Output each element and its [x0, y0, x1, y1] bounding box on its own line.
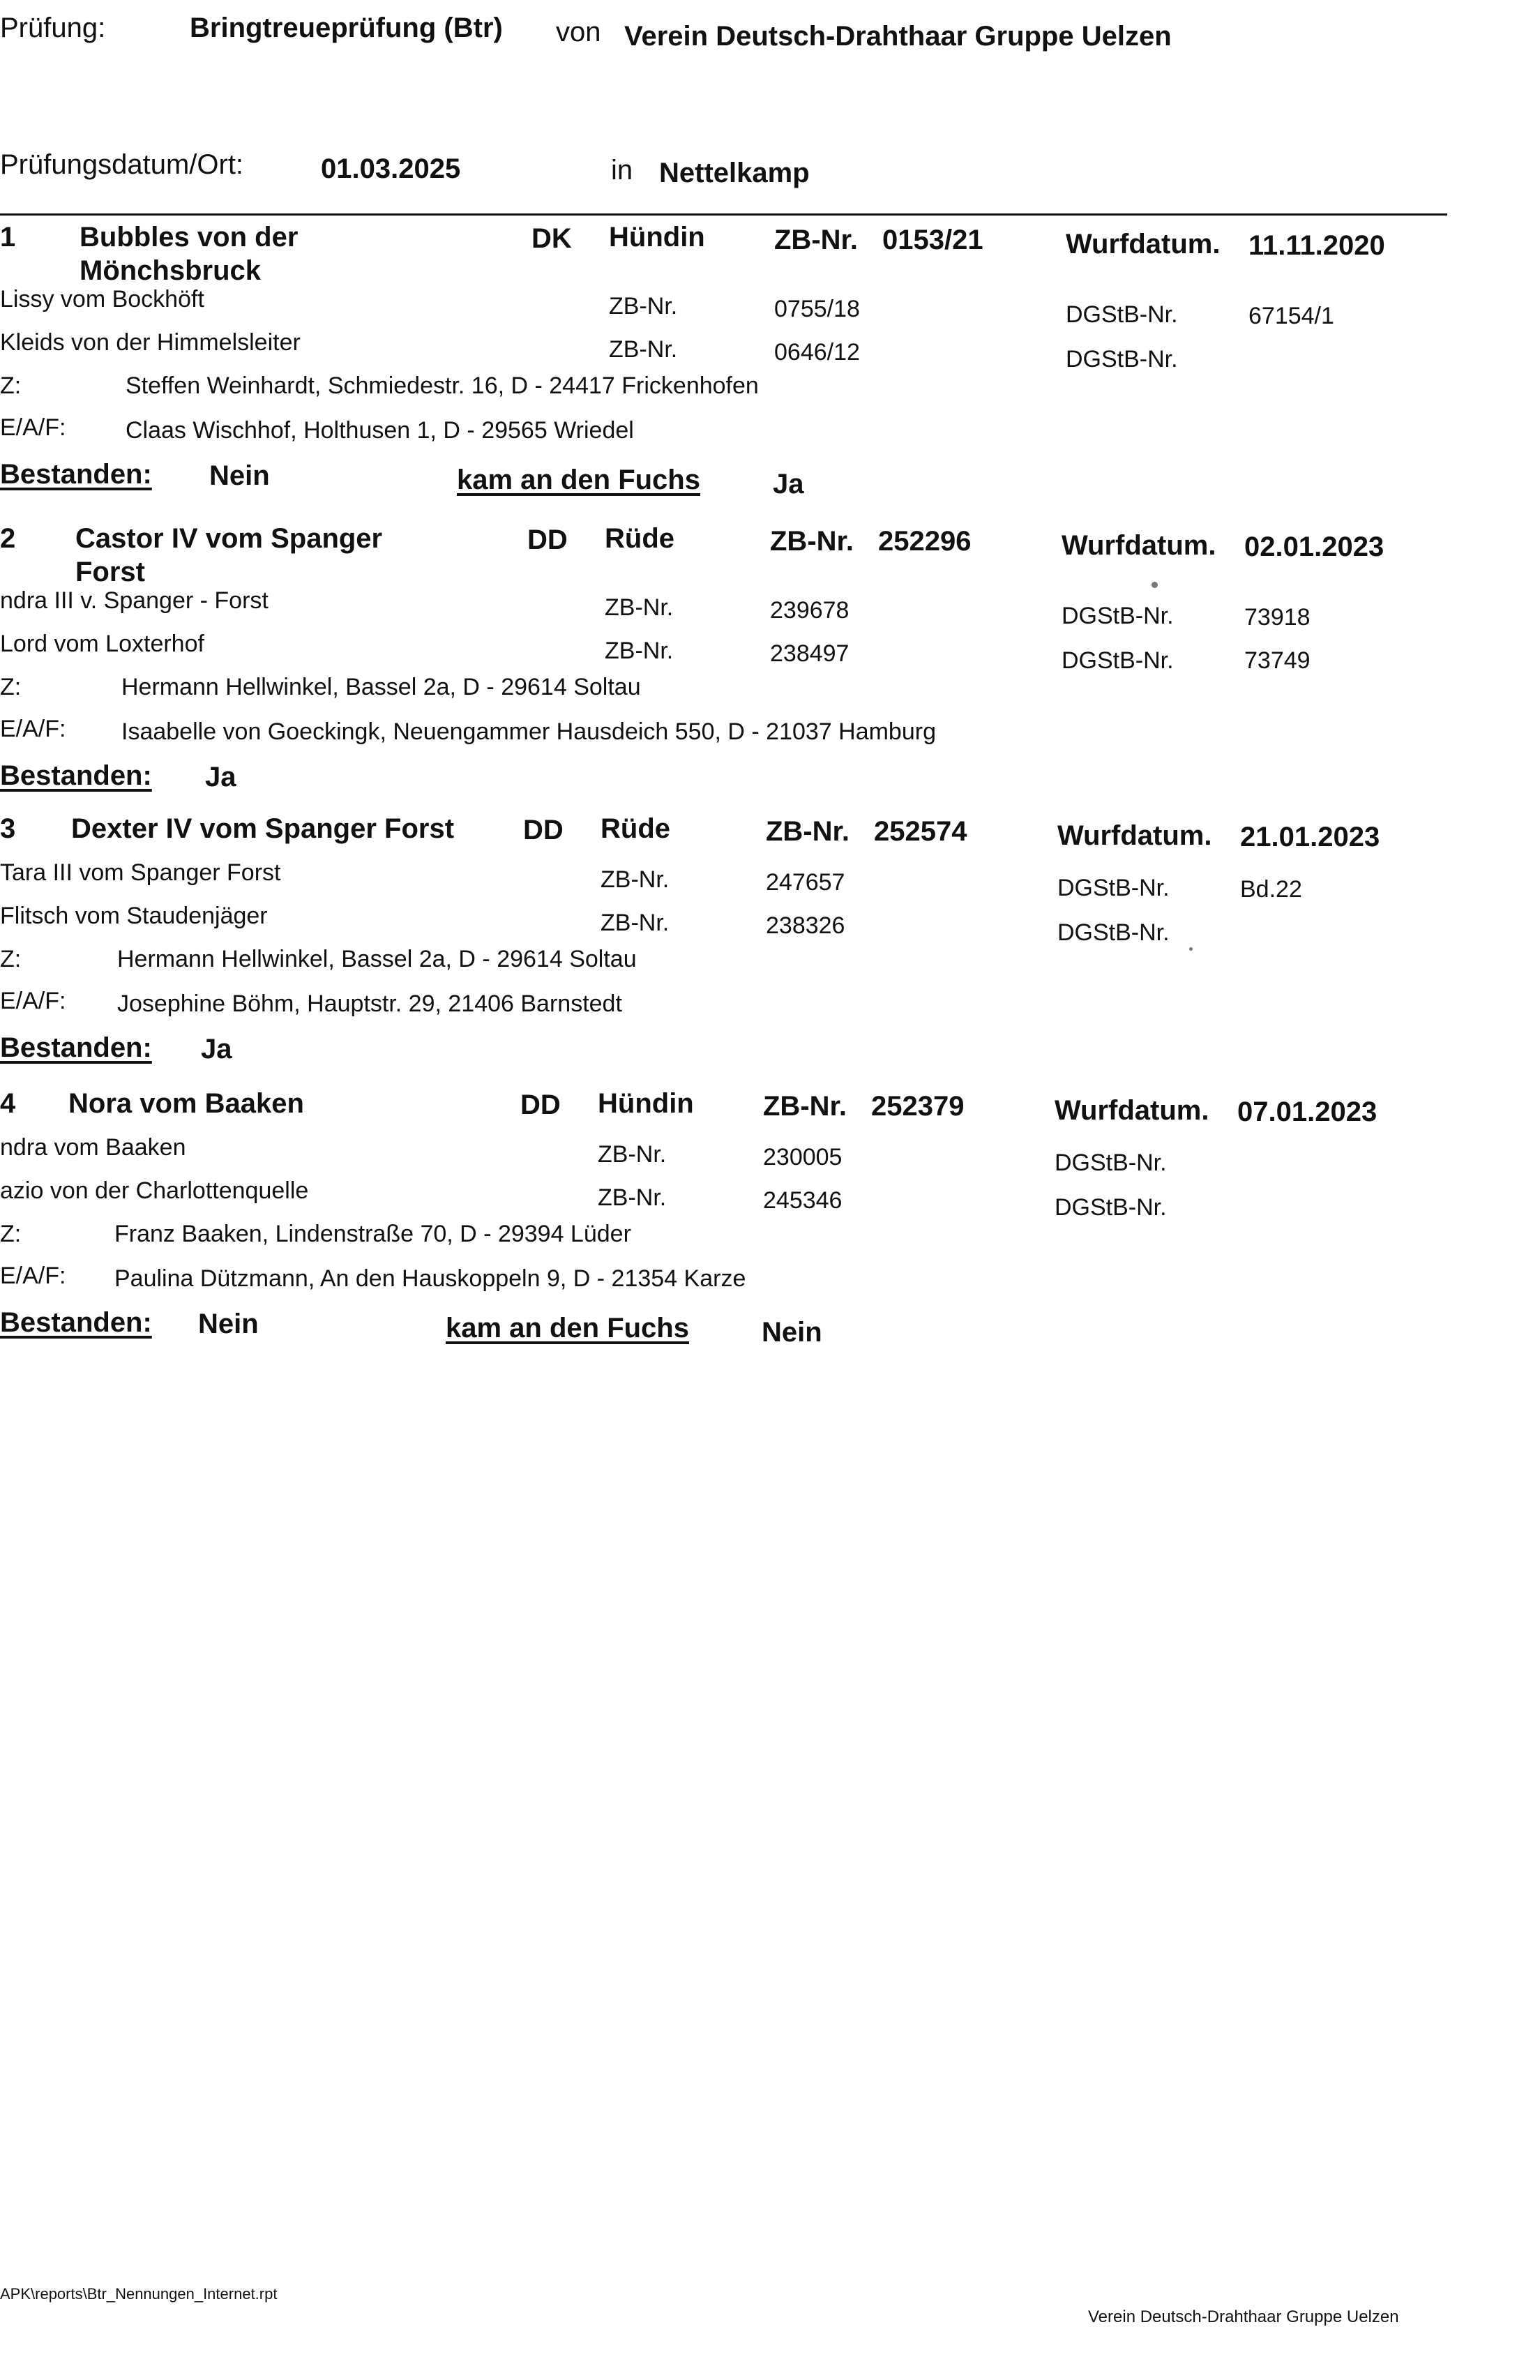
footer-verein: Verein Deutsch-Drahthaar Gruppe Uelzen [1088, 2307, 1399, 2326]
breeder-label: Z: [0, 372, 22, 399]
zb-label: ZB-Nr. [774, 225, 858, 255]
pruefungsdatum: 01.03.2025 [321, 153, 461, 184]
wurfdatum-label: Wurfdatum. [1062, 530, 1216, 561]
in-label: in [611, 155, 633, 186]
father-dgstb-label: DGStB-Nr. [1066, 346, 1178, 372]
wurfdatum: 02.01.2023 [1244, 532, 1384, 562]
report-path: APK\reports\Btr_Nennungen_Internet.rpt [0, 2285, 278, 2303]
breeder-label: Z: [0, 674, 22, 700]
mother-dgstb: 67154/1 [1248, 303, 1334, 329]
fuchs-label: kam an den Fuchs [457, 465, 700, 495]
header-divider [0, 213, 1447, 216]
owner: Paulina Dützmann, An den Hauskoppeln 9, D - 21354 Karze [114, 1265, 746, 1292]
wurfdatum-label: Wurfdatum. [1066, 229, 1221, 259]
mother-zb-label: ZB-Nr. [598, 1141, 667, 1168]
father-zb-label: ZB-Nr. [598, 1184, 667, 1211]
bestanden-label: Bestanden: [0, 1032, 152, 1063]
zb-number: 252379 [871, 1091, 965, 1122]
breeder: Hermann Hellwinkel, Bassel 2a, D - 29614 Soltau [117, 946, 637, 972]
dog-name: Bubbles von der [80, 222, 299, 253]
bestanden-label: Bestanden: [0, 459, 152, 490]
owner-label: E/A/F: [0, 716, 66, 742]
mother-zb-label: ZB-Nr. [605, 594, 674, 621]
mother-dgstb-label: DGStB-Nr. [1062, 603, 1174, 629]
scan-speck [1152, 582, 1158, 588]
father-dgstb-label: DGStB-Nr. [1062, 647, 1174, 674]
mother-zb-label: ZB-Nr. [601, 866, 670, 893]
entry-number: 1 [0, 222, 16, 253]
pruefung-name: Bringtreueprüfung (Btr) [190, 13, 503, 43]
father-zb-label: ZB-Nr. [609, 336, 678, 363]
zb-label: ZB-Nr. [763, 1091, 847, 1122]
father-zb: 0646/12 [774, 339, 860, 366]
dog-name: Nora vom Baaken [68, 1088, 304, 1119]
wurfdatum: 11.11.2020 [1248, 230, 1385, 261]
wurfdatum: 21.01.2023 [1240, 822, 1380, 852]
father-zb: 245346 [763, 1187, 843, 1214]
breed: DD [520, 1090, 561, 1120]
mother-name: Tara III vom Spanger Forst [0, 859, 281, 886]
sex: Hündin [609, 222, 705, 253]
bestanden-label: Bestanden: [0, 1307, 152, 1338]
dog-name-line2: Forst [75, 557, 145, 587]
father-dgstb-label: DGStB-Nr. [1057, 919, 1170, 946]
mother-zb: 230005 [763, 1144, 843, 1170]
bestanden-value: Ja [205, 762, 236, 792]
mother-dgstb-label: DGStB-Nr. [1066, 301, 1178, 328]
entry-number: 4 [0, 1088, 16, 1119]
bestanden-label: Bestanden: [0, 760, 152, 791]
zb-number: 0153/21 [882, 225, 983, 255]
pruefung-label: Prüfung: [0, 13, 106, 43]
bestanden-value: Nein [198, 1309, 259, 1339]
mother-zb: 239678 [770, 597, 850, 624]
breeder: Steffen Weinhardt, Schmiedestr. 16, D - 24417 Frickenhofen [126, 372, 759, 399]
mother-zb: 247657 [766, 869, 845, 896]
father-dgstb: 73749 [1244, 647, 1311, 674]
wurfdatum-label: Wurfdatum. [1055, 1095, 1209, 1126]
breed: DK [531, 223, 572, 254]
entry-number: 3 [0, 813, 16, 844]
zb-label: ZB-Nr. [766, 816, 850, 847]
von-label: von [556, 17, 601, 47]
father-zb-label: ZB-Nr. [601, 910, 670, 936]
mother-name: Lissy vom Bockhöft [0, 286, 204, 312]
bestanden-value: Nein [209, 460, 270, 491]
wurfdatum: 07.01.2023 [1237, 1097, 1377, 1127]
breeder: Franz Baaken, Lindenstraße 70, D - 29394 Lüder [114, 1221, 631, 1247]
father-name: azio von der Charlottenquelle [0, 1177, 309, 1204]
zb-label: ZB-Nr. [770, 526, 854, 557]
father-name: Flitsch vom Staudenjäger [0, 903, 268, 929]
owner-label: E/A/F: [0, 414, 66, 441]
breeder-label: Z: [0, 946, 22, 972]
fuchs-value: Ja [773, 469, 804, 499]
sex: Rüde [605, 523, 674, 554]
sex: Rüde [601, 813, 670, 844]
mother-dgstb-label: DGStB-Nr. [1057, 875, 1170, 901]
scan-speck [1189, 947, 1193, 951]
owner-label: E/A/F: [0, 988, 66, 1014]
breeder-label: Z: [0, 1221, 22, 1247]
father-dgstb-label: DGStB-Nr. [1055, 1194, 1167, 1221]
bestanden-value: Ja [201, 1034, 232, 1064]
zb-number: 252574 [874, 816, 967, 847]
entry-number: 2 [0, 523, 16, 554]
mother-name: ndra III v. Spanger - Forst [0, 587, 269, 614]
dog-name: Dexter IV vom Spanger Forst [71, 813, 455, 844]
sex: Hündin [598, 1088, 694, 1119]
mother-zb: 0755/18 [774, 296, 860, 322]
dog-name-line2: Mönchsbruck [80, 255, 262, 286]
breed: DD [523, 815, 564, 845]
pruefungsort: Nettelkamp [659, 158, 810, 188]
zb-number: 252296 [878, 526, 972, 557]
mother-zb-label: ZB-Nr. [609, 293, 678, 319]
owner: Isaabelle von Goeckingk, Neuengammer Hausdeich 550, D - 21037 Hamburg [121, 718, 936, 745]
fuchs-label: kam an den Fuchs [446, 1313, 689, 1343]
fuchs-value: Nein [762, 1317, 822, 1348]
mother-name: ndra vom Baaken [0, 1134, 186, 1161]
verein-name: Verein Deutsch-Drahthaar Gruppe Uelzen [624, 21, 1172, 52]
father-name: Kleids von der Himmelsleiter [0, 329, 301, 356]
father-zb: 238326 [766, 912, 845, 939]
father-name: Lord vom Loxterhof [0, 631, 204, 657]
mother-dgstb: 73918 [1244, 604, 1311, 631]
owner-label: E/A/F: [0, 1263, 66, 1289]
wurfdatum-label: Wurfdatum. [1057, 820, 1212, 851]
mother-dgstb-label: DGStB-Nr. [1055, 1150, 1167, 1176]
father-zb: 238497 [770, 640, 850, 667]
breeder: Hermann Hellwinkel, Bassel 2a, D - 29614 Soltau [121, 674, 641, 700]
dog-name: Castor IV vom Spanger [75, 523, 383, 554]
mother-dgstb: Bd.22 [1240, 876, 1302, 903]
owner: Claas Wischhof, Holthusen 1, D - 29565 Wriedel [126, 417, 634, 444]
breed: DD [527, 525, 568, 555]
datum-label: Prüfungsdatum/Ort: [0, 149, 244, 180]
father-zb-label: ZB-Nr. [605, 638, 674, 664]
owner: Josephine Böhm, Hauptstr. 29, 21406 Barnstedt [117, 991, 622, 1017]
